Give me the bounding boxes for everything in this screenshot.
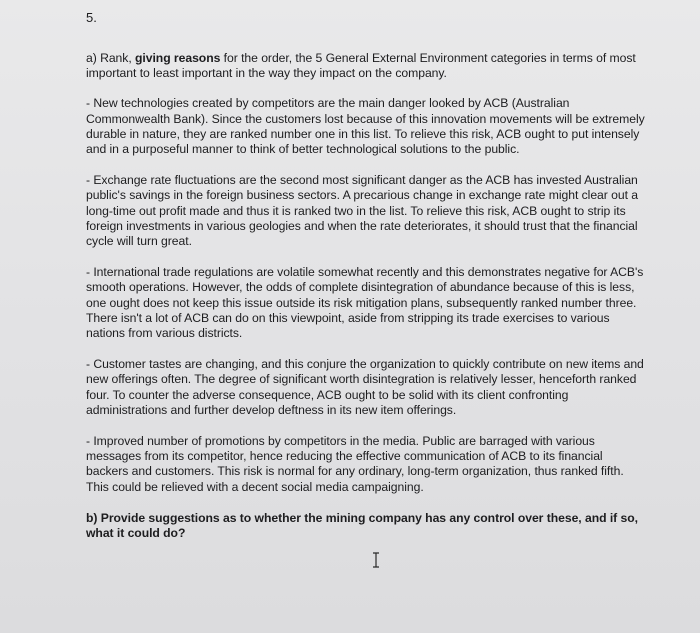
part-a-bold: giving reasons — [135, 51, 221, 65]
answer-paragraph-technology: - New technologies created by competitors are the main danger looked by ACB (Australian Commonwealth Bank). Since the customers lost because of this innovation movements will be extremely durable in nature, they are ranked number one in this list. To relieve this risk, ACB ought to put intensely and in a purposeful manner to think of better technological solutions to the public. — [86, 96, 645, 157]
part-b-question: b) Provide suggestions as to whether the mining company has any control over these, and if so, what it could do? — [86, 510, 638, 541]
answer-paragraph-customer-tastes: - Customer tastes are changing, and this conjure the organization to quickly contribute on new items and new offerings often. The degree of significant worth disintegration is relatively lesser, henceforth ranked four. To counter the adverse consequence, ACB ought to be solid with its client confronting administrations and further develop deftness in its new item offerings. — [86, 357, 644, 417]
answer-paragraph-promotions: - Improved number of promotions by competitors in the media. Public are barraged with various messages from its competitor, hence reducing the effective communication of ACB to its financial backers and customers. This risk is normal for any ordinary, long-term organization, thus ranked fifth. This could be relieved with a decent social media campaigning. — [86, 434, 624, 494]
document-body — [86, 51, 646, 541]
answer-paragraph-trade-regulations: - International trade regulations are volatile somewhat recently and this demonstrates negative for ACB's smooth operations. However, the odds of complete disintegration of abundance because of this is less, one ought does not keep this issue outside its risk mitigation plans, subsequently ranked number three. There isn't a lot of ACB can do on this viewpoint, aside from stripping its trade exercises to various nations from various districts. — [86, 265, 644, 341]
part-a-suffix: for the order, the 5 General External Environment categories in terms of most important to least important in the way they impact on the company. — [86, 51, 636, 81]
part-a-question — [86, 51, 646, 81]
part-a-prefix: a) Rank, — [86, 51, 135, 65]
answer-paragraph-exchange-rate: - Exchange rate fluctuations are the second most significant danger as the ACB has invested Australian public's savings in the foreign business sectors. A precarious change in exchange rate might clear out a long-time out profit made and thus it is ranked two in the list. To relieve this risk, ACB ought to strip its foreign investments in various geologies and when the rate deteriorates, it should trust that the financial cycle will turn great. — [86, 173, 638, 249]
question-number: 5. — [86, 10, 97, 25]
text-cursor-icon — [371, 552, 381, 568]
